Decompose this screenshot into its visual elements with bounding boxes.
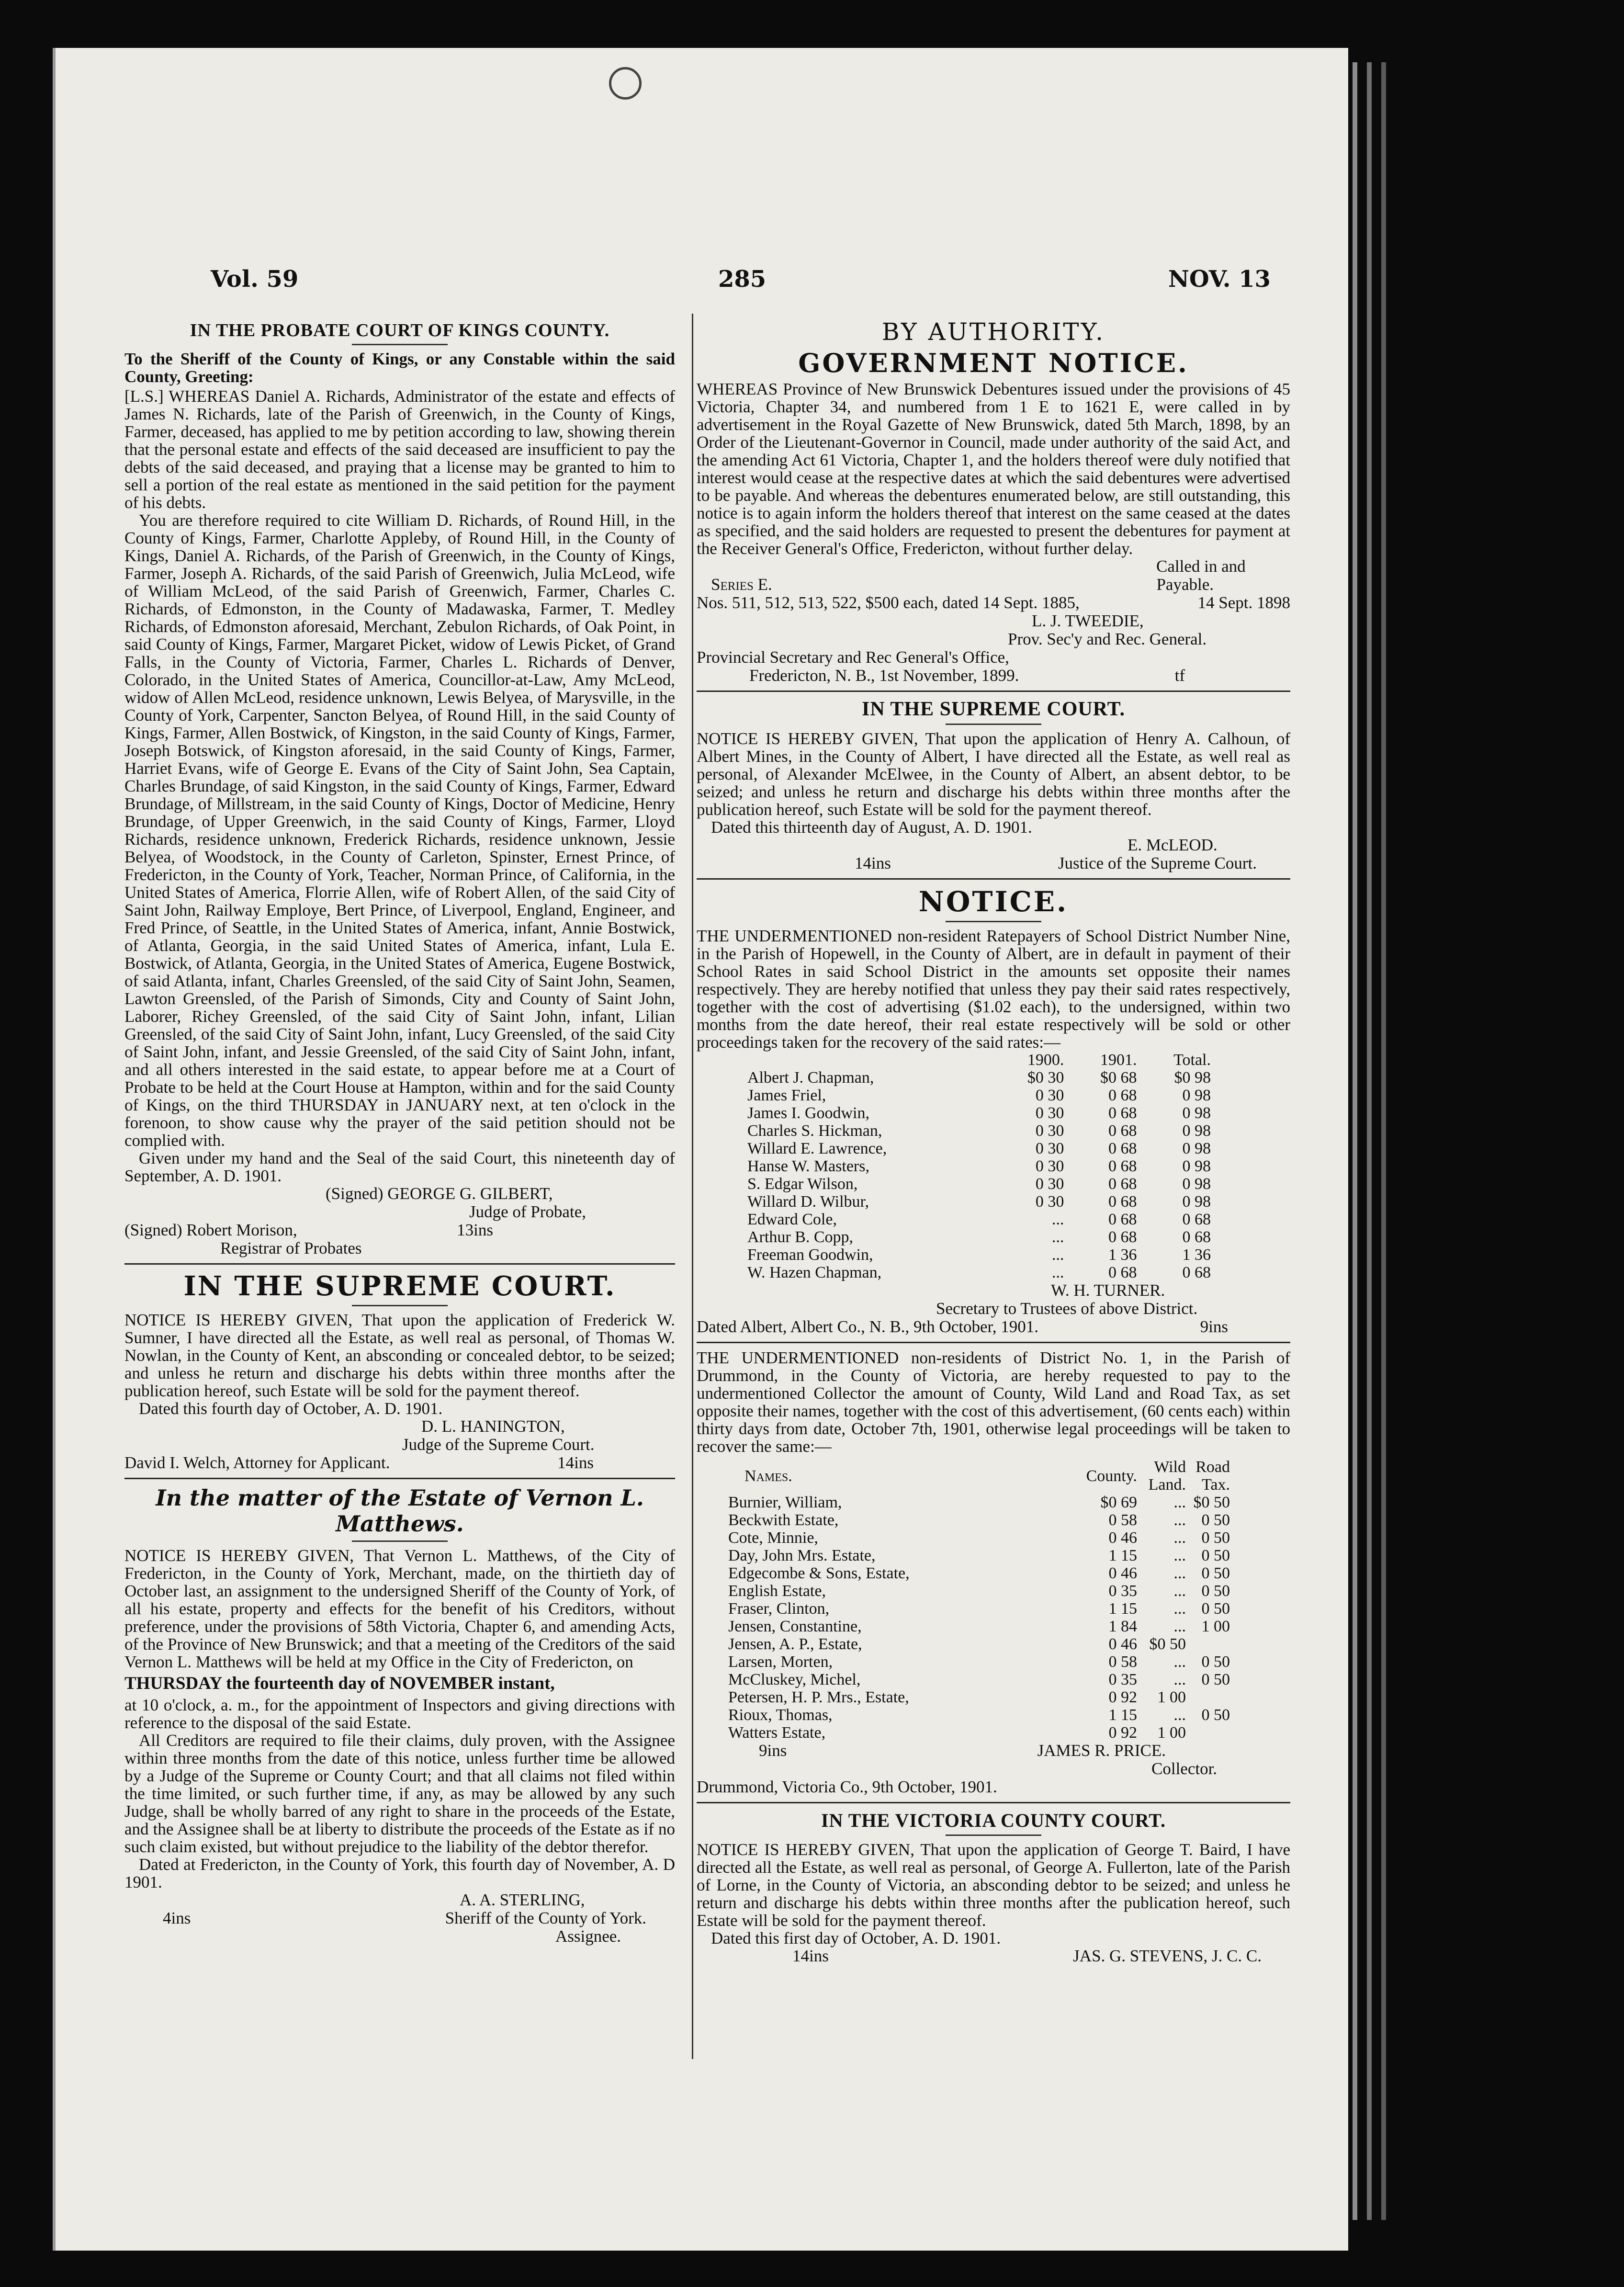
insertion-count: 13ins (457, 1221, 493, 1239)
amount-cell: 0 68 (1182, 1228, 1211, 1246)
amount-cell: 0 68 (1108, 1122, 1137, 1140)
notice-paragraph: THE UNDERMENTIONED non-resident Ratepayers of School District Number Nine, in the Parish of Hopewell, in the County of Albert, are in default in payment of their School Rates in said School District in the amounts set opposite their names respectively. They are hereby notified that unless they pay their said rates respectively, together with the cost of advertising ($1.02 each), to the undersigned, within two months from the date hereof, their real estate respectively will be sold or other proceedings taken for the recovery of the said rates:— (697, 927, 1290, 1052)
ratepayer-name: S. Edgar Wilson, (747, 1175, 858, 1193)
notice-paragraph: NOTICE IS HEREBY GIVEN, That upon the application of Henry A. Calhoun, of Albert Mines, in the County of Albert, I have directed all the Estate, as well real as personal, of Alexander McElwee, in the County of Albert, an absent debtor, to be seized; and unless he return and discharge his debts within three months after the publication hereof, such Estate will be sold for the payment thereof. (697, 729, 1290, 819)
ratepayer-name: Watters Estate, (728, 1724, 826, 1742)
payable-label: Payable. (1156, 575, 1214, 594)
insertion-count: 14ins (557, 1453, 594, 1472)
amount-cell: ... (1173, 1653, 1186, 1671)
matthews-title: In the matter of the Estate of Vernon L. Matthews. (156, 1485, 644, 1537)
amount-cell: 0 98 (1182, 1193, 1211, 1211)
government-notice (697, 318, 1290, 685)
ratepayer-name: Petersen, H. P. Mrs., Estate, (728, 1688, 909, 1706)
ratepayer-name: Beckwith Estate, (728, 1511, 839, 1529)
table-row (744, 1087, 1214, 1104)
amount-cell: 1 36 (1108, 1246, 1137, 1264)
supreme-court-notice (124, 1270, 675, 1472)
amount-cell: 0 98 (1182, 1157, 1211, 1175)
notice-paragraph: NOTICE IS HEREBY GIVEN, That Vernon L. Matthews, of the City of Fredericton, in the County of York, Merchant, made, on the thirtieth day of October last, an assignment to the undersigned Sheriff of the County of York, of all his estate, property and effects for the benefit of his Creditors, without preference, under the provisions of 58th Victoria, Chapter 6, and amending Acts, of the Province of New Brunswick; and that a meeting of the Creditors of the said Vernon L. Matthews will be held at my Office in the City of Fredericton, on (124, 1546, 675, 1671)
attorney-line: David I. Welch, Attorney for Applicant. (124, 1453, 390, 1472)
amount-cell: $0 98 (1174, 1069, 1211, 1087)
insertion-count: 9ins (1200, 1317, 1228, 1336)
amount-cell: ... (1051, 1264, 1064, 1281)
signature-title: Justice of the Supreme Court. (1058, 854, 1257, 872)
ratepayer-name: Freeman Goodwin, (747, 1246, 873, 1264)
amount-cell: $0 69 (1100, 1494, 1137, 1511)
table-row (725, 1724, 1233, 1742)
rates-table (744, 1051, 1214, 1281)
table-row (744, 1140, 1214, 1157)
amount-cell: 0 68 (1108, 1264, 1137, 1281)
ratepayer-name: Albert J. Chapman, (747, 1069, 874, 1087)
office-line: Provincial Secretary and Rec General's Office, (697, 648, 1009, 667)
ratepayer-name: Willard D. Wilbur, (747, 1193, 869, 1211)
ratepayer-name: Fraser, Clinton, (728, 1600, 830, 1618)
ratepayer-name: W. Hazen Chapman, (747, 1264, 882, 1281)
amount-cell: 0 35 (1108, 1582, 1137, 1600)
series-label: Series E. (711, 575, 772, 594)
column-header: Total. (1173, 1051, 1211, 1069)
amount-cell: 0 98 (1182, 1175, 1211, 1193)
ratepayer-name: Burnier, William, (728, 1494, 842, 1511)
left-column (124, 316, 675, 1946)
divider (946, 1834, 1041, 1836)
table-row (744, 1193, 1214, 1211)
amount-cell: ... (1051, 1228, 1064, 1246)
signature-title: Sheriff of the County of York. (445, 1909, 646, 1927)
insertion-count: 4ins (163, 1909, 191, 1927)
ratepayer-name: Arthur B. Copp, (747, 1228, 853, 1246)
volume-number: Vol. 59 (211, 266, 299, 293)
amount-cell: 0 68 (1108, 1193, 1137, 1211)
divider (352, 344, 448, 345)
amount-cell: 0 50 (1201, 1706, 1230, 1724)
page-edge (1353, 62, 1357, 2220)
column-header: 1900. (1027, 1051, 1064, 1069)
signature-title: Collector. (1151, 1759, 1218, 1778)
ratepayer-name: Rioux, Thomas, (728, 1706, 833, 1724)
divider (352, 1540, 448, 1542)
signature: D. L. HANINGTON, (421, 1417, 565, 1436)
office-date: Fredericton, N. B., 1st November, 1899. (749, 666, 1019, 685)
table-header-row (744, 1051, 1214, 1069)
amount-cell: 0 50 (1201, 1671, 1230, 1688)
divider (697, 1342, 1290, 1343)
school-rates-notice (697, 885, 1290, 1336)
payable-date: 14 Sept. 1898 (1197, 593, 1290, 612)
table-row (744, 1211, 1214, 1228)
insertion-count: 14ins (855, 854, 891, 872)
amount-cell: 0 68 (1108, 1175, 1137, 1193)
insertion-count: 14ins (792, 1947, 829, 1965)
government-title: GOVERNMENT NOTICE. (798, 348, 1189, 378)
amount-cell: 0 30 (1035, 1157, 1064, 1175)
amount-cell: ... (1173, 1600, 1186, 1618)
page-edge (1367, 62, 1372, 2220)
amount-cell: ... (1051, 1211, 1064, 1228)
amount-cell: 0 68 (1182, 1211, 1211, 1228)
ratepayer-name: Jensen, A. P., Estate, (728, 1635, 862, 1653)
column-header: Road Tax. (1195, 1458, 1230, 1494)
signature: JAS. G. STEVENS, J. C. C. (1073, 1947, 1262, 1965)
amount-cell (1189, 1688, 1233, 1706)
divider (946, 921, 1041, 922)
called-in-label: Called in and (1156, 557, 1246, 576)
table-row (744, 1264, 1214, 1281)
divider (352, 1305, 448, 1306)
probate-paragraph: [L.S.] WHEREAS Daniel A. Richards, Administrator of the estate and effects of James N. Richards, late of the Parish of Greenwich, in the County of Kings, Farmer, deceased, has applied to me by petition according to law, showing therein that the personal estate and effects of the said deceased are insufficient to pay the debts of the said deceased, and praying that a license may be granted to him to sell a portion of the real estate as mentioned in the said petition for the payment of his debts. (124, 387, 675, 512)
amount-cell: ... (1173, 1706, 1186, 1724)
notice-paragraph: WHEREAS Province of New Brunswick Debentures issued under the provisions of 45 Victoria, Chapter 34, and numbered from 1 E to 1621 E, were called in by advertisement in the Royal Gazette of New Brunswick, dated 5th March, 1898, by an Order of the Lieutenant-Governor in Council, made under authority of the said Act, and the amending Act 61 Victoria, Chapter 1, and the holders thereof were duly notified that interest would cease at the respective dates at which the said debentures were advertised to be payable. And whereas the debentures enumerated below, are still outstanding, this notice is to again inform the holders thereof that interest on the same ceased at the dates as specified, and the said holders are requested to present the debentures for payment at the Receiver General's Office, Fredericton, without further delay. (697, 380, 1290, 558)
signature-role: Assignee. (555, 1927, 621, 1946)
column-header: Names. (744, 1467, 792, 1485)
amount-cell: 1 84 (1108, 1618, 1137, 1635)
amount-cell: ... (1173, 1494, 1186, 1511)
supreme-title: IN THE SUPREME COURT. (861, 698, 1126, 720)
meeting-date: THURSDAY the fourteenth day of NOVEMBER instant, (124, 1674, 555, 1693)
by-authority: BY AUTHORITY. (881, 318, 1105, 346)
dated-line: Dated Albert, Albert Co., N. B., 9th October, 1901. (697, 1317, 1039, 1336)
signature-title: Judge of Probate, (469, 1202, 586, 1221)
amount-cell: ... (1173, 1529, 1186, 1547)
amount-cell: ... (1173, 1671, 1186, 1688)
divider (124, 1478, 675, 1479)
amount-cell: 0 58 (1108, 1653, 1137, 1671)
table-row (725, 1600, 1233, 1618)
right-column (697, 316, 1290, 1965)
ratepayer-name: Day, John Mrs. Estate, (728, 1547, 876, 1564)
amount-cell: $0 50 (1193, 1494, 1230, 1511)
insertion-count: 9ins (759, 1741, 787, 1760)
amount-cell: 0 30 (1035, 1175, 1064, 1193)
amount-cell: 0 50 (1201, 1529, 1230, 1547)
amount-cell: 0 30 (1035, 1193, 1064, 1211)
column-header: Wild Land. (1148, 1458, 1186, 1494)
ratepayer-name: Charles S. Hickman, (747, 1122, 882, 1140)
table-header-row (725, 1458, 1233, 1494)
table-row (725, 1494, 1233, 1511)
signature: L. J. TWEEDIE, (1032, 611, 1144, 630)
amount-cell (1189, 1635, 1233, 1653)
divider (124, 1263, 675, 1265)
table-row (744, 1104, 1214, 1122)
signature-title: Judge of the Supreme Court. (402, 1435, 595, 1454)
tax-body (725, 1494, 1233, 1742)
table-row (744, 1069, 1214, 1087)
ratepayer-name: McCluskey, Michel, (728, 1671, 861, 1688)
ratepayer-name: Cote, Minnie, (728, 1529, 818, 1547)
supreme-court-notice-2 (697, 698, 1290, 872)
amount-cell: 0 46 (1108, 1635, 1137, 1653)
probate-title: IN THE PROBATE COURT OF KINGS COUNTY. (190, 320, 610, 340)
amount-cell: 0 92 (1108, 1688, 1137, 1706)
amount-cell: 0 50 (1201, 1511, 1230, 1529)
dated-line: Dated this fourth day of October, A. D. 1901. (139, 1399, 443, 1418)
amount-cell: 0 68 (1108, 1087, 1137, 1104)
table-row (725, 1706, 1233, 1724)
amount-cell: ... (1051, 1246, 1064, 1264)
amount-cell: 0 30 (1035, 1140, 1064, 1157)
amount-cell: 1 15 (1108, 1706, 1137, 1724)
table-row (725, 1529, 1233, 1547)
table-row (725, 1653, 1233, 1671)
amount-cell: 0 50 (1201, 1600, 1230, 1618)
victoria-court-notice (697, 1809, 1290, 1965)
page-number: 285 (718, 266, 767, 293)
amount-cell: ... (1173, 1511, 1186, 1529)
issue-date: NOV. 13 (1168, 266, 1271, 293)
ratepayer-name: Edward Cole, (747, 1211, 837, 1228)
amount-cell: 0 58 (1108, 1511, 1137, 1529)
table-row (725, 1564, 1233, 1582)
table-row (725, 1618, 1233, 1635)
table-row (725, 1511, 1233, 1529)
divider (697, 691, 1290, 692)
amount-cell: 0 46 (1108, 1564, 1137, 1582)
ratepayer-name: James I. Goodwin, (747, 1104, 869, 1122)
divider (946, 724, 1041, 725)
signature: W. H. TURNER. (1051, 1281, 1165, 1300)
column-header: County. (1086, 1467, 1137, 1485)
ratepayer-name: Jensen, Constantine, (728, 1618, 862, 1635)
amount-cell: 0 98 (1182, 1087, 1211, 1104)
amount-cell: 0 68 (1108, 1211, 1137, 1228)
signature: (Signed) GEORGE G. GILBERT, (326, 1184, 553, 1203)
amount-cell: 0 50 (1201, 1564, 1230, 1582)
amount-cell: $0 30 (1027, 1069, 1064, 1087)
victoria-title: IN THE VICTORIA COUNTY COURT. (821, 1810, 1166, 1831)
ratepayer-name: Hanse W. Masters, (747, 1157, 869, 1175)
amount-cell: 0 35 (1108, 1671, 1137, 1688)
amount-cell: 0 30 (1035, 1104, 1064, 1122)
page-edge (1381, 62, 1386, 2220)
table-row (725, 1635, 1233, 1653)
table-row (744, 1157, 1214, 1175)
notice-paragraph: THE UNDERMENTIONED non-residents of District No. 1, in the Parish of Drummond, in the County of Victoria, are hereby requested to pay to the undermentioned Collector the amount of County, Wild Land and Road Tax, as set opposite their names, together with the cost of this advertisement, (60 cents each) within thirty days from date, October 7th, 1901, otherwise legal proceedings will be taken to recover the same:— (697, 1348, 1290, 1456)
dated-line: Dated this first day of October, A. D. 1901. (711, 1929, 1001, 1947)
amount-cell: 0 50 (1201, 1582, 1230, 1600)
amount-cell: 0 30 (1035, 1087, 1064, 1104)
amount-cell: 0 68 (1108, 1228, 1137, 1246)
signature: A. A. STERLING, (460, 1891, 585, 1909)
ratepayer-name: Larsen, Morten, (728, 1653, 833, 1671)
notice-title: NOTICE. (918, 885, 1069, 918)
amount-cell (1189, 1724, 1233, 1742)
amount-cell: $0 50 (1149, 1635, 1186, 1653)
ratepayer-name: Willard E. Lawrence, (747, 1140, 887, 1157)
amount-cell: ... (1173, 1582, 1186, 1600)
debenture-numbers: Nos. 511, 512, 513, 522, $500 each, dated 14 Sept. 1885, (697, 593, 1080, 612)
amount-cell: 1 15 (1108, 1547, 1137, 1564)
table-row (725, 1582, 1233, 1600)
amount-cell: 1 00 (1157, 1724, 1186, 1742)
notice-paragraph: All Creditors are required to file their claims, duly proven, with the Assignee within three months from the date of this notice, unless further time be allowed by a Judge of the Supreme or County Court; and that all claims not filed within the time limited, or such further time, if any, as may be allowed by any such Judge, shall be wholly barred of any right to share in the proceeds of the Estate, and the Assignee shall be at liberty to distribute the proceeds of the Estate as if no such claim existed, but without prejudice to the liability of the debtor therefor. (124, 1731, 675, 1856)
signature: (Signed) Robert Morison, (124, 1221, 297, 1239)
amount-cell: 0 68 (1108, 1104, 1137, 1122)
supreme-title: IN THE SUPREME COURT. (183, 1270, 616, 1302)
dated-line: Dated this thirteenth day of August, A. D. 1901. (711, 818, 1032, 837)
matthews-estate-notice (124, 1485, 675, 1946)
amount-cell: 0 68 (1182, 1264, 1211, 1281)
punch-hole (609, 67, 642, 100)
dated-line: Dated at Fredericton, in the County of York, this fourth day of November, A. D 1901. (124, 1855, 675, 1891)
table-row (744, 1175, 1214, 1193)
amount-cell: 0 92 (1108, 1724, 1137, 1742)
signature-title: Secretary to Trustees of above District. (936, 1299, 1198, 1318)
divider (697, 878, 1290, 880)
signature-title: Registrar of Probates (220, 1239, 362, 1257)
notice-paragraph: NOTICE IS HEREBY GIVEN, That upon the application of George T. Baird, I have directed all the Estate, as well real as personal, of George A. Fullerton, late of the Parish of Lorne, in the County of Victoria, an absconding debtor to be seized; and unless he return and discharge his debts within three months after the publication hereof, such Estate will be sold for the payment thereof. (697, 1840, 1290, 1930)
probate-paragraph: Given under my hand and the Seal of the said Court, this nineteenth day of September, A. D. 1901. (124, 1149, 675, 1185)
till-forbid: tf (1174, 666, 1185, 685)
notice-paragraph: at 10 o'clock, a. m., for the appointment of Inspectors and giving directions with reference to the disposal of the said Estate. (124, 1696, 675, 1732)
tax-table (725, 1458, 1233, 1742)
table-row (744, 1246, 1214, 1264)
amount-cell: $0 68 (1100, 1069, 1137, 1087)
signature: JAMES R. PRICE. (1037, 1741, 1166, 1760)
table-row (725, 1547, 1233, 1564)
ratepayer-name: Edgecombe & Sons, Estate, (728, 1564, 910, 1582)
column-divider (692, 314, 693, 2059)
divider (697, 1802, 1290, 1803)
amount-cell: ... (1173, 1547, 1186, 1564)
amount-cell: 1 15 (1108, 1600, 1137, 1618)
ratepayer-name: James Friel, (747, 1087, 826, 1104)
probate-address: To the Sheriff of the County of Kings, or any Constable within the said County, Greeting: (124, 350, 675, 386)
ratepayer-name: English Estate, (728, 1582, 826, 1600)
rates-body (744, 1069, 1214, 1281)
column-header: 1901. (1100, 1051, 1137, 1069)
amount-cell: 0 68 (1108, 1140, 1137, 1157)
amount-cell: 1 00 (1201, 1618, 1230, 1635)
probate-notice (124, 320, 675, 1257)
amount-cell: 0 98 (1182, 1140, 1211, 1157)
table-row (744, 1122, 1214, 1140)
notice-paragraph: NOTICE IS HEREBY GIVEN, That upon the application of Frederick W. Sumner, I have directed all the Estate, as well real as personal, of Thomas W. Nowlan, in the County of Kent, an absconding or concealed debtor, to be seized; and unless he return and discharge his debts within three months after the publication hereof, such Estate will be sold for the payment thereof. (124, 1311, 675, 1400)
drummond-tax-notice (697, 1349, 1290, 1796)
amount-cell: 0 46 (1108, 1529, 1137, 1547)
amount-cell: 0 98 (1182, 1122, 1211, 1140)
signature-title: Prov. Sec'y and Rec. General. (1008, 630, 1207, 648)
amount-cell: 0 30 (1035, 1122, 1064, 1140)
amount-cell: ... (1173, 1564, 1186, 1582)
amount-cell: 0 68 (1108, 1157, 1137, 1175)
probate-paragraph: You are therefore required to cite William D. Richards, of Round Hill, in the County of Kings, Farmer, Charlotte Appleby, of Round Hill, in the County of Kings, Daniel A. Richards, of the Parish of Greenwich, in the County of Kings, Farmer, Joseph A. Richards, of the said Parish of Greenwich, Julia McLeod, wife of William McLeod, of the said Parish of Greenwich, Farmer, Charles C. Richards, of Edmonston, in the County of Madawaska, Farmer, T. Medley Richards, of Edmonston aforesaid, Merchant, Zebulon Richards, of Oak Point, in said County of Kings, Farmer, Margaret Picket, widow of Lewis Picket, of Grand Falls, in the County of Victoria, Farmer, Charles L. Richards of Denver, Colorado, in the United States of America, Councillor-at-Law, Amy McLeod, widow of Allen McLeod, residence unknown, Lewis Belyea, of Marysville, in the County of York, Carpenter, Sancton Belyea, of Round Hill, in the said County of Kings, Farmer, Allen Bostwick, of Kingston, in the said County of Kings, Farmer, Joseph Botswick, of Kingston aforesaid, in the said County of Kings, Farmer, Harriet Evans, wife of George E. Evans of the City of Saint John, Sea Captain, Charles Brundage, of said Kingston, in the said County of Kings, Farmer, Edward Brundage, of Millstream, in the said County of Kings, Doctor of Medicine, Henry Brundage, of Upper Greenwich, in the said County of Kings, Farmer, Lloyd Richards, residence unknown, Frederick Richards, residence unknown, Jessie Belyea, of Woodstock, in the County of Carleton, Spinster, Ernest Prince, of Fredericton, in the County of York, Teacher, Norman Prince, of California, in the United States of America, Florrie Allen, wife of Robert Allen, of the said City of Saint John, Railway Employe, Bert Prince, of Liverpool, England, Engineer, and Fred Prince, of Seattle, in the United States of America, infant, Annie Bostwick, of Atlanta, Georgia, in the said United States of America, infant, Lula E. Bostwick, of Atlanta, Georgia, in the United States of America, Eugene Bostwick, of said Atlanta, infant, Charles Greensled, of the said City of Saint John, Seamen, Lawton Greensled, of the Parish of Simonds, City and County of Saint John, Laborer, Richey Greensled, of the said City of Saint John, infant, Lilian Greensled, of the said City of Saint John, infant, Lucy Greensled, of the said City of Saint John, infant, and Jessie Greensled, of the said City of Saint John, infant, and all others interested in the said estate, to appear before me at a Court of Probate to be held at the Court House at Hampton, within and for the said County of Kings, on the third THURSDAY in JANUARY next, at ten o'clock in the forenoon, to show cause why the prayer of the said petition should not be complied with. (124, 511, 675, 1150)
table-row (725, 1688, 1233, 1706)
table-row (744, 1228, 1214, 1246)
amount-cell: 1 00 (1157, 1688, 1186, 1706)
amount-cell: 0 50 (1201, 1547, 1230, 1564)
amount-cell: 0 98 (1182, 1104, 1211, 1122)
table-row (725, 1671, 1233, 1688)
amount-cell: 1 36 (1182, 1246, 1211, 1264)
amount-cell: ... (1173, 1618, 1186, 1635)
amount-cell: 0 50 (1201, 1653, 1230, 1671)
dated-line: Drummond, Victoria Co., 9th October, 1901. (697, 1778, 997, 1796)
signature: E. McLEOD. (1128, 836, 1218, 854)
